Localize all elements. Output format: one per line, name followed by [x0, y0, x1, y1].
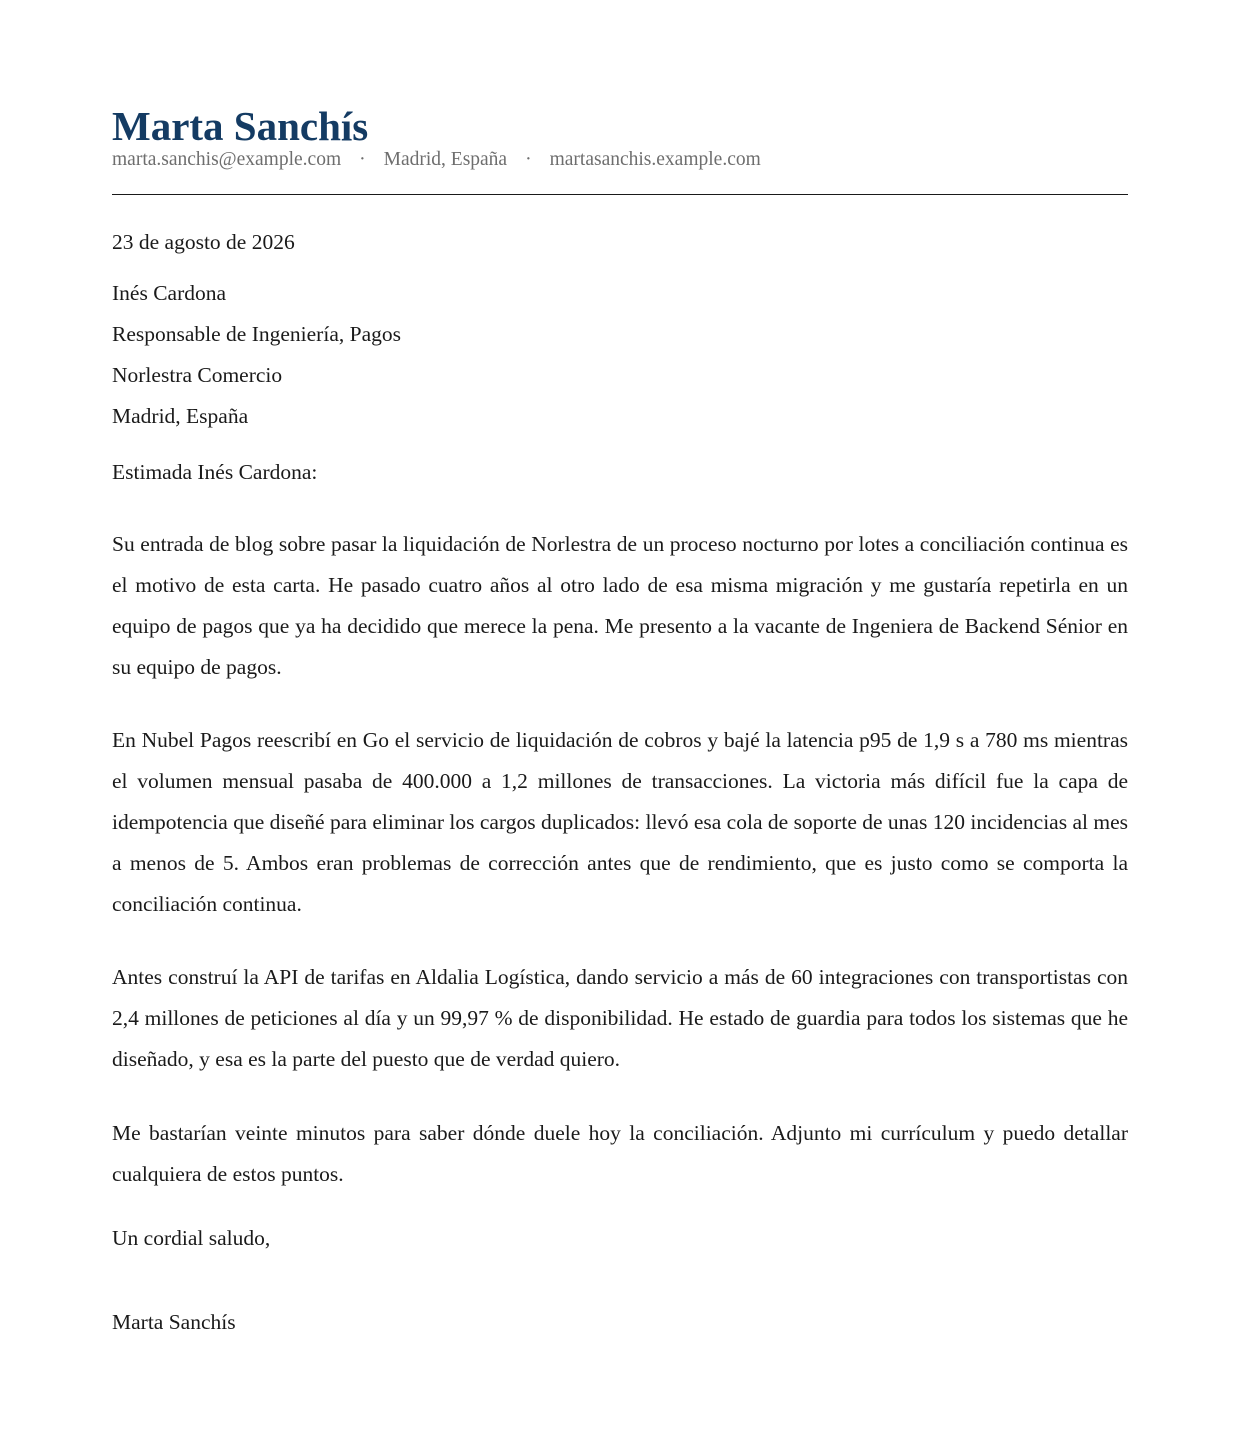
- sender-email: marta.sanchis@example.com: [112, 149, 342, 170]
- recipient-name: Inés Cardona: [112, 281, 227, 305]
- contact-separator: ·: [359, 149, 366, 170]
- recipient-location: Madrid, España: [112, 404, 249, 428]
- recipient-company: Norlestra Comercio: [112, 363, 283, 387]
- contact-separator: ·: [525, 149, 532, 170]
- recipient-block: [112, 273, 1128, 437]
- sender-location: Madrid, España: [383, 149, 508, 170]
- header-divider: [112, 194, 1128, 195]
- sender-name: Marta Sanchís: [112, 103, 369, 149]
- sender-website: martasanchis.example.com: [549, 149, 761, 170]
- body-paragraph-2: En Nubel Pagos reescribí en Go el servicio de liquidación de cobros y bajé la latencia p95 de 1,9 s a 780 ms mientras el volumen mensual pasaba de 400.000 a 1,2 millones de transacciones. La victoria más difícil fue la capa de idempotencia que diseñé para eliminar los cargos duplicados: llevó esa cola de soporte de unas 120 incidencias al mes a menos de 5. Ambos eran problemas de corrección antes que de rendimiento, que es justo como se comporta la conciliación continua.: [112, 728, 1128, 916]
- signature: Marta Sanchís: [112, 1310, 236, 1334]
- body-paragraph-3: Antes construí la API de tarifas en Aldalia Logística, dando servicio a más de 60 integraciones con transportistas con 2,4 millones de peticiones al día y un 99,97 % de disponibilidad. He estado de guardia para todos los sistemas que he diseñado, y esa es la parte del puesto que de verdad quiero.: [112, 965, 1128, 1071]
- letter-date: 23 de agosto de 2026: [112, 230, 295, 254]
- body-paragraph-4: Me bastarían veinte minutos para saber dónde duele hoy la conciliación. Adjunto mi currículum y puedo detallar cualquiera de estos puntos.: [112, 1121, 1128, 1186]
- closing: Un cordial saludo,: [112, 1226, 271, 1250]
- body-paragraph-1: Su entrada de blog sobre pasar la liquidación de Norlestra de un proceso nocturno por lotes a conciliación continua es el motivo de esta carta. He pasado cuatro años al otro lado de esa misma migración y me gustaría repetirla en un equipo de pagos que ya ha decidido que merece la pena. Me presento a la vacante de Ingeniera de Backend Sénior en su equipo de pagos.: [112, 532, 1128, 679]
- salutation: Estimada Inés Cardona:: [112, 460, 318, 484]
- recipient-title: Responsable de Ingeniería, Pagos: [112, 322, 401, 346]
- contact-line: [112, 148, 761, 172]
